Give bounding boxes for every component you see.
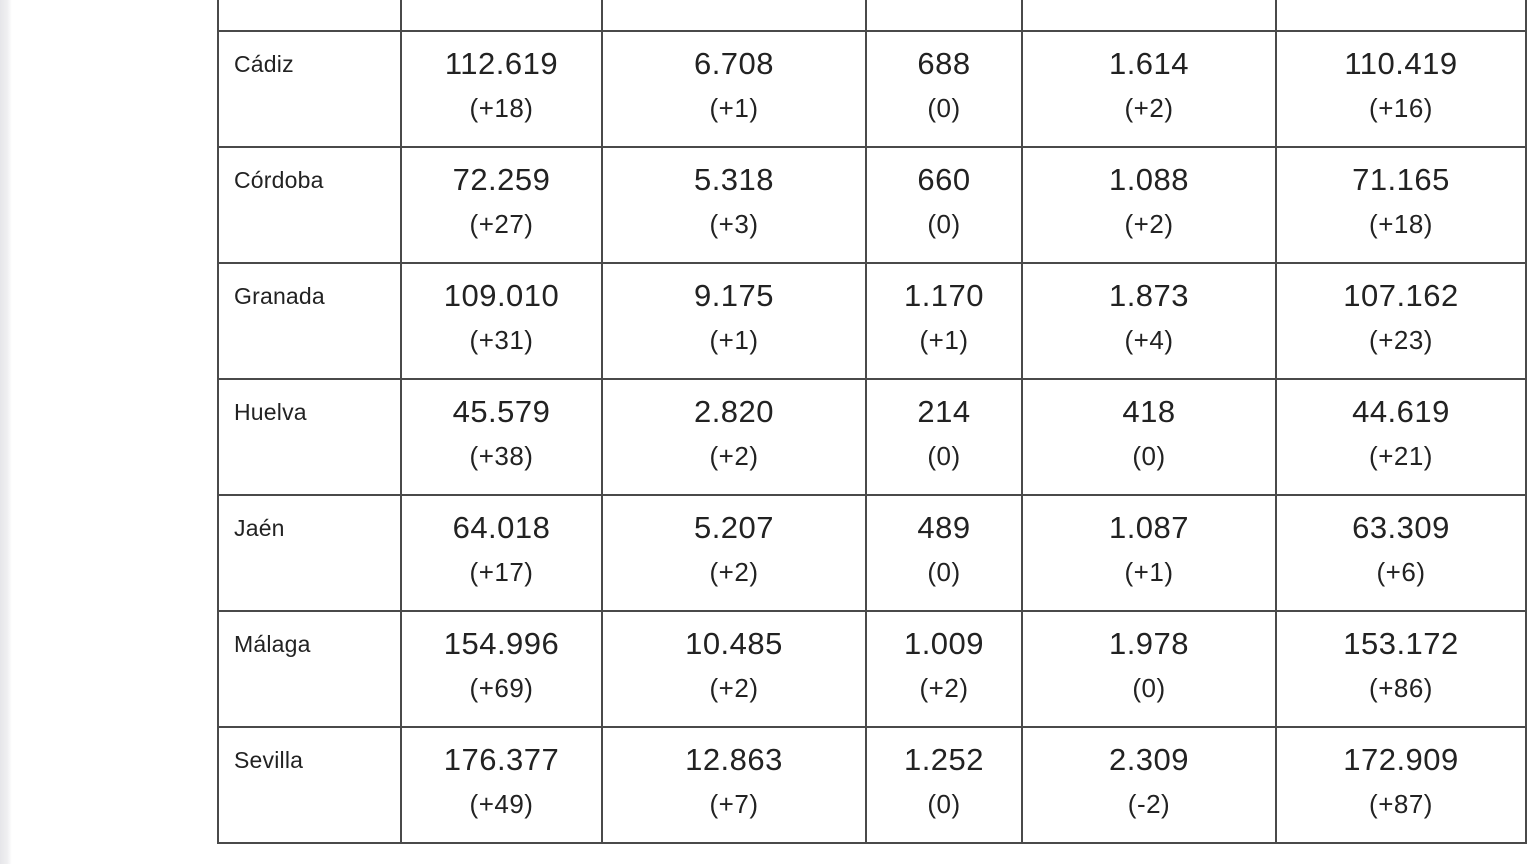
data-cell <box>602 495 866 611</box>
cell-delta: (+38) <box>469 441 534 471</box>
cell-value: 6.708 <box>693 46 775 81</box>
data-cell <box>1276 611 1526 727</box>
cell-delta: (+18) <box>1369 209 1433 239</box>
data-cell <box>1276 727 1526 843</box>
cell-value: 109.010 <box>443 278 560 313</box>
data-cell <box>866 0 1022 31</box>
cell-value: 72.259 <box>452 162 551 197</box>
cell-delta: (+1) <box>709 93 759 123</box>
cell-value: 9.175 <box>693 278 775 313</box>
data-cell <box>602 263 866 379</box>
data-cell <box>1276 147 1526 263</box>
data-cell <box>1022 611 1276 727</box>
data-cell <box>866 727 1022 843</box>
cell-value: 688 <box>917 46 971 81</box>
cell-value: 660 <box>917 162 971 197</box>
cell-value: 64.018 <box>452 510 551 545</box>
cell-delta: (+69) <box>469 673 534 703</box>
cell-delta: (+27) <box>469 209 534 239</box>
data-cell <box>866 611 1022 727</box>
cell-delta: (+23) <box>1369 325 1433 355</box>
cell-value: 418 <box>1122 394 1176 429</box>
data-cell <box>602 379 866 495</box>
cell-value: 12.863 <box>685 742 783 777</box>
cell-delta: (+16) <box>1369 93 1433 123</box>
province-name: Huelva <box>218 379 401 495</box>
table-row <box>218 31 1526 147</box>
data-cell <box>1022 0 1276 31</box>
cell-value: 110.419 <box>1344 46 1458 81</box>
cell-delta: (0) <box>1132 673 1166 703</box>
table-row <box>218 263 1526 379</box>
cell-delta: (+2) <box>709 673 759 703</box>
cell-value: 63.309 <box>1352 510 1450 545</box>
cell-delta: (+2) <box>1124 93 1174 123</box>
cell-delta: (+3) <box>709 209 759 239</box>
data-cell <box>401 147 602 263</box>
data-cell <box>602 31 866 147</box>
cell-delta: (+4) <box>1124 325 1174 355</box>
cell-delta: (+6) <box>1376 557 1426 587</box>
cell-delta: (0) <box>1132 441 1166 471</box>
cell-value: 45.579 <box>452 394 551 429</box>
data-cell <box>602 611 866 727</box>
cell-delta: (+7) <box>709 789 759 819</box>
cell-value: 153.172 <box>1343 626 1459 661</box>
cell-value: 1.009 <box>903 626 985 661</box>
cell-value: 2.309 <box>1108 742 1190 777</box>
cell-delta: (0) <box>927 789 961 819</box>
cell-value: 489 <box>917 510 971 545</box>
data-cell <box>1022 147 1276 263</box>
cell-value: 1.088 <box>1108 162 1190 197</box>
cell-value: 172.909 <box>1343 742 1459 777</box>
cell-value: 214 <box>917 394 971 429</box>
cell-delta: (-2) <box>1127 789 1171 819</box>
province-name <box>218 0 401 31</box>
cell-delta: (+18) <box>469 93 534 123</box>
data-cell <box>401 727 602 843</box>
data-cell <box>1022 495 1276 611</box>
data-cell <box>1022 379 1276 495</box>
cell-value: 10.485 <box>685 626 783 661</box>
data-cell <box>602 727 866 843</box>
province-name: Málaga <box>218 611 401 727</box>
data-cell <box>1022 263 1276 379</box>
table-row <box>218 147 1526 263</box>
page-edge-shadow <box>0 0 12 864</box>
cell-value: 154.996 <box>443 626 560 661</box>
cell-value: 1.614 <box>1108 46 1190 81</box>
cell-value: 112.619 <box>444 46 559 81</box>
data-cell <box>866 379 1022 495</box>
data-cell <box>1276 31 1526 147</box>
cell-value: 1.087 <box>1108 510 1190 545</box>
cell-delta: (+1) <box>709 325 759 355</box>
data-cell <box>866 31 1022 147</box>
data-cell <box>1276 263 1526 379</box>
province-name: Córdoba <box>218 147 401 263</box>
cell-delta: (+49) <box>469 789 534 819</box>
cell-value: 1.252 <box>903 742 985 777</box>
data-cell <box>866 495 1022 611</box>
cell-delta: (0) <box>927 93 961 123</box>
province-name: Granada <box>218 263 401 379</box>
province-name: Cádiz <box>218 31 401 147</box>
table-row <box>218 727 1526 843</box>
data-cell <box>1022 727 1276 843</box>
data-cell <box>866 263 1022 379</box>
cell-delta: (+86) <box>1369 673 1433 703</box>
data-cell <box>1276 495 1526 611</box>
cell-delta: (+87) <box>1369 789 1433 819</box>
cell-delta: (+31) <box>469 325 534 355</box>
cell-delta: (+1) <box>1124 557 1174 587</box>
province-stats-table <box>217 0 1527 844</box>
cell-delta: (+2) <box>709 557 759 587</box>
cell-value: 107.162 <box>1343 278 1459 313</box>
cell-delta: (0) <box>927 557 961 587</box>
data-cell <box>401 31 602 147</box>
data-cell <box>401 611 602 727</box>
cell-delta: (+2) <box>1124 209 1174 239</box>
province-name: Jaén <box>218 495 401 611</box>
table-row <box>218 0 1526 31</box>
cell-delta: (+2) <box>709 441 759 471</box>
cell-delta: (0) <box>927 209 961 239</box>
cell-value: 2.820 <box>693 394 775 429</box>
cell-delta: (0) <box>927 441 961 471</box>
cell-value: 5.207 <box>693 510 775 545</box>
cell-value: 71.165 <box>1352 162 1450 197</box>
cell-delta: (+2) <box>919 673 969 703</box>
cell-value: 5.318 <box>693 162 775 197</box>
table-row <box>218 379 1526 495</box>
data-cell <box>602 0 866 31</box>
table-row <box>218 495 1526 611</box>
table-row <box>218 611 1526 727</box>
data-cell <box>1276 379 1526 495</box>
cell-value: 1.170 <box>903 278 985 313</box>
data-cell <box>401 495 602 611</box>
data-cell <box>401 379 602 495</box>
cell-delta: (+21) <box>1369 441 1433 471</box>
data-cell <box>401 0 602 31</box>
data-cell <box>1022 31 1276 147</box>
data-cell <box>866 147 1022 263</box>
data-cell <box>602 147 866 263</box>
cell-value: 44.619 <box>1352 394 1450 429</box>
cell-delta: (+17) <box>469 557 534 587</box>
cell-value: 1.978 <box>1108 626 1190 661</box>
data-cell <box>1276 0 1526 31</box>
data-cell <box>401 263 602 379</box>
cell-value: 176.377 <box>443 742 560 777</box>
cell-delta: (+1) <box>919 325 969 355</box>
province-name: Sevilla <box>218 727 401 843</box>
cell-value: 1.873 <box>1108 278 1190 313</box>
